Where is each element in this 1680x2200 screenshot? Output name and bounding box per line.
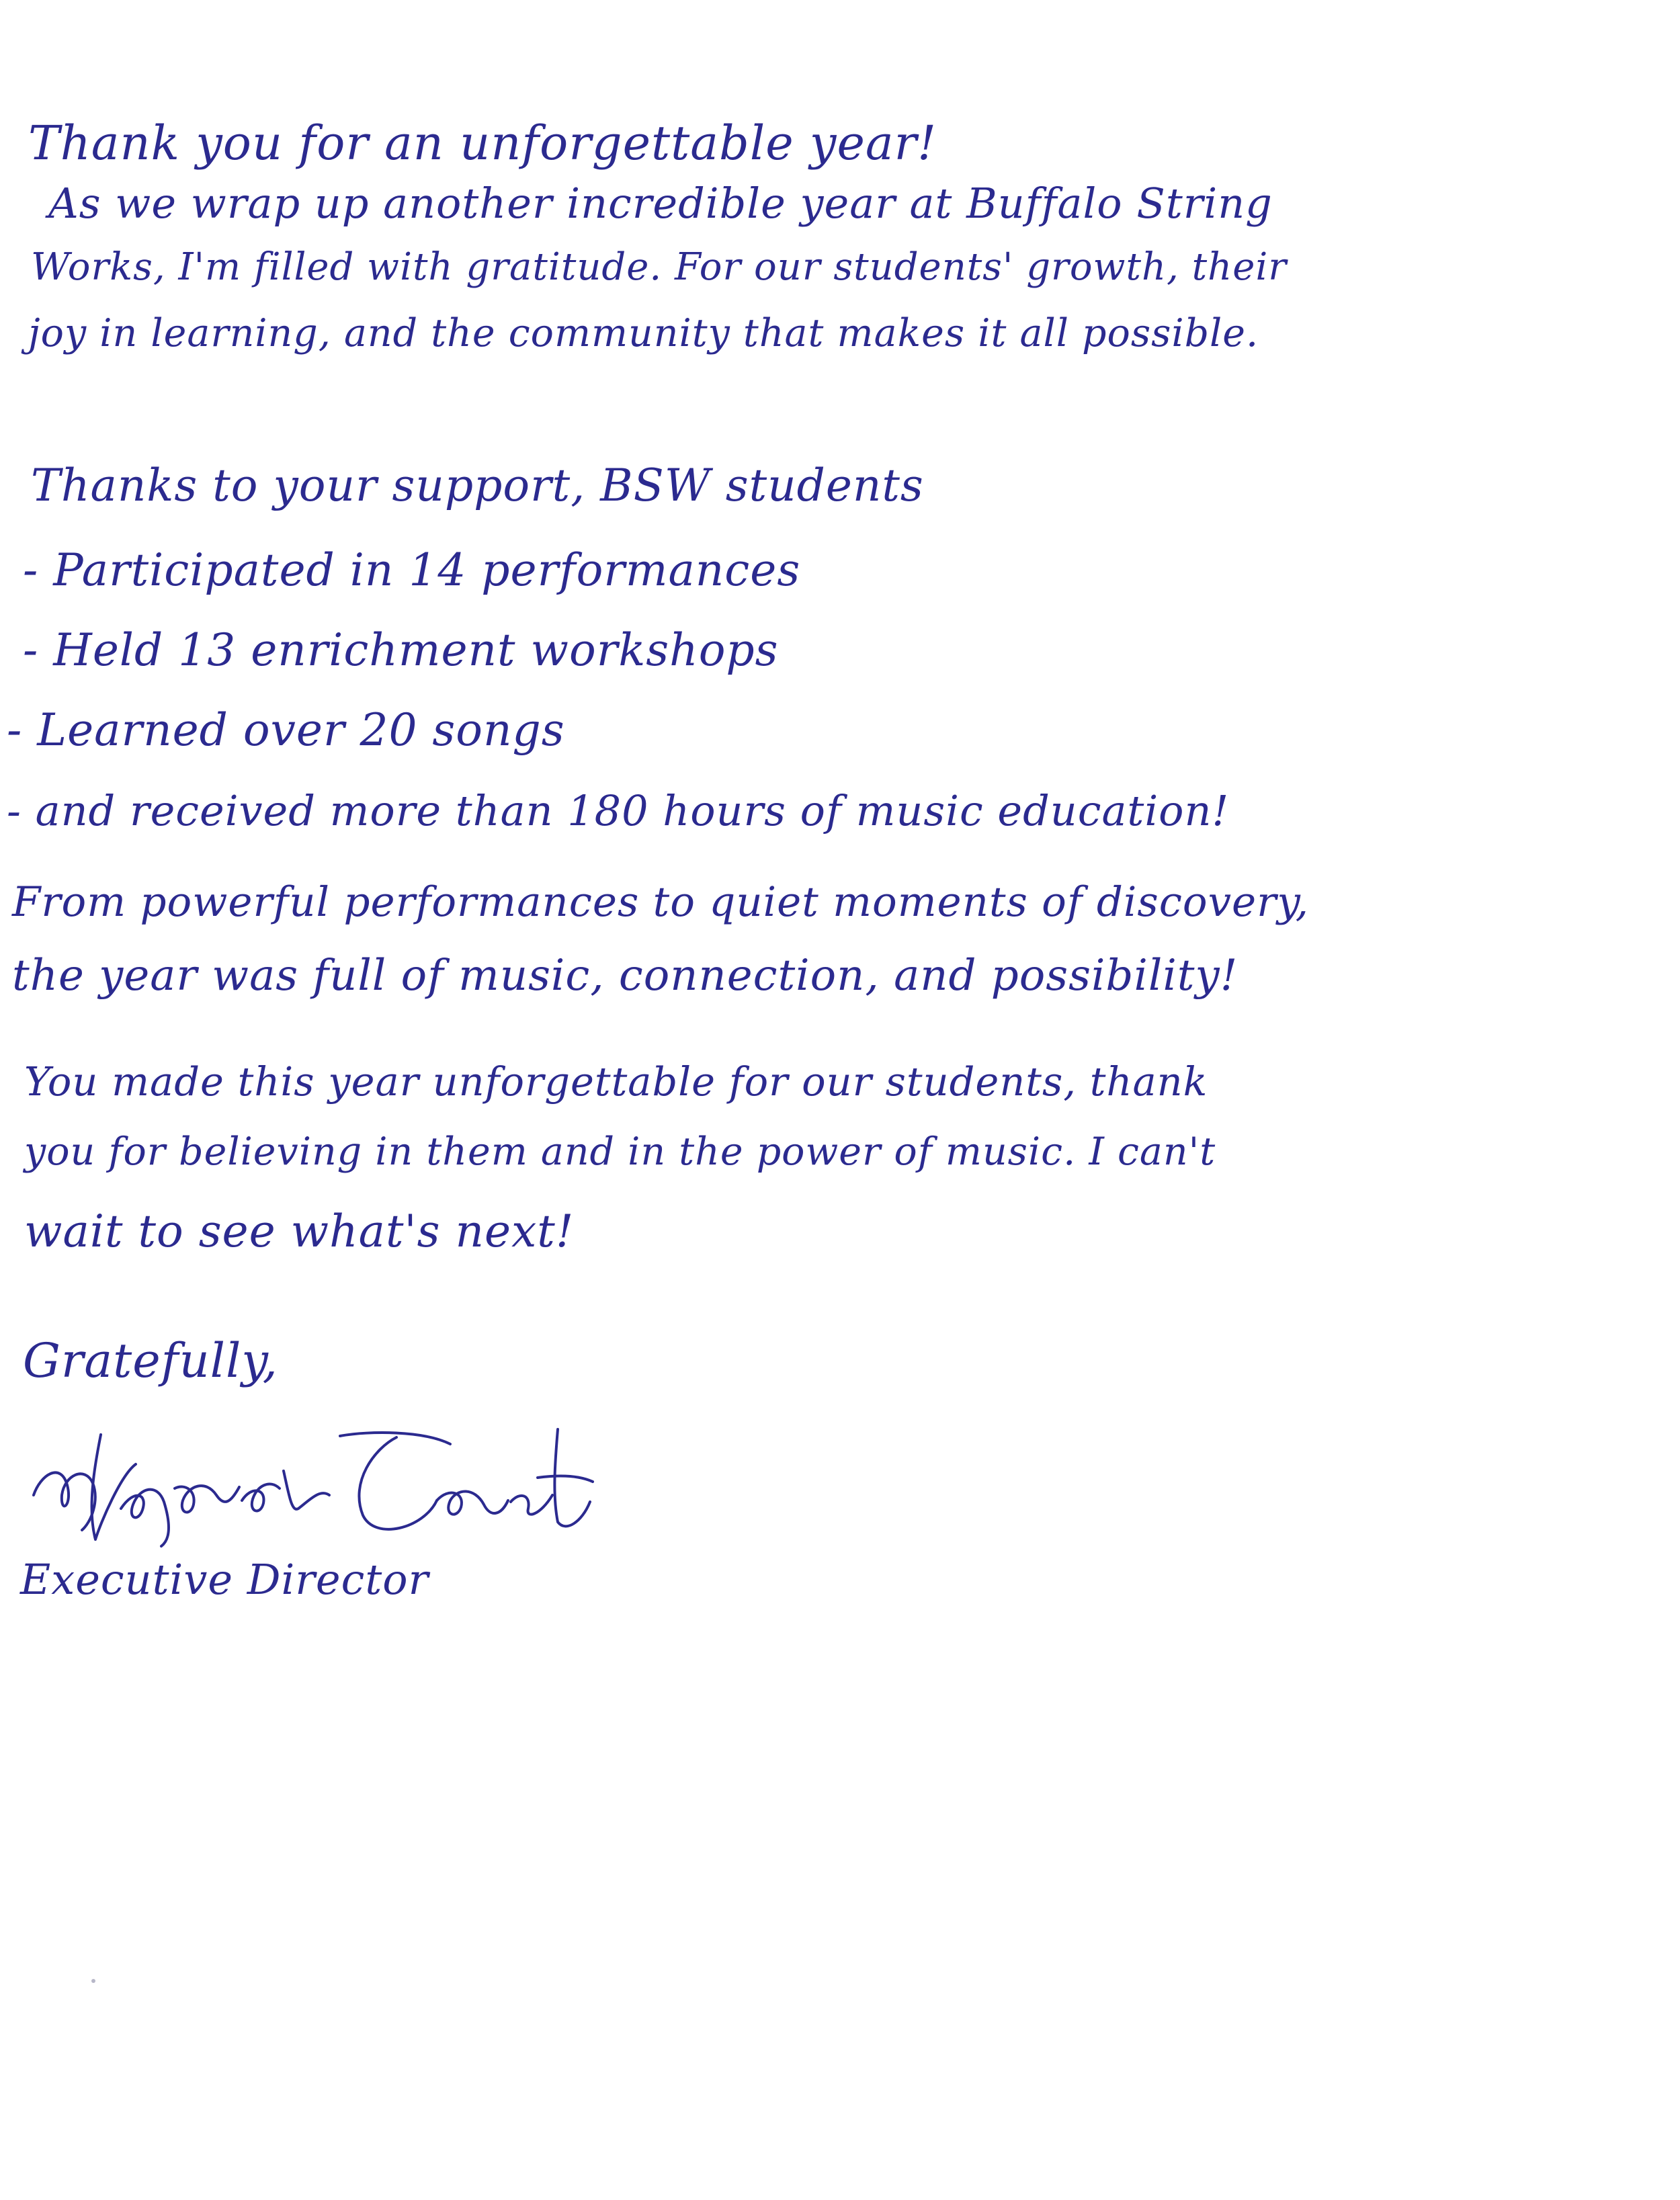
achievement-item: - Held 13 enrichment workshops	[23, 624, 779, 676]
achievement-item: - Participated in 14 performances	[23, 544, 801, 596]
achievement-item: - and received more than 180 hours of music education!	[7, 786, 1230, 835]
signature-scribble	[20, 1421, 598, 1549]
reflection-line-1: From powerful performances to quiet moments of discovery,	[12, 878, 1310, 926]
closing-line-1: You made this year unforgettable for our students, thank	[24, 1058, 1208, 1105]
closing-line-3: wait to see what's next!	[24, 1205, 575, 1257]
opening-line-2: As we wrap up another incredible year at Buffalo String	[48, 179, 1273, 228]
sign-off: Gratefully,	[23, 1333, 278, 1388]
opening-line-4: joy in learning, and the community that makes it all possible.	[28, 311, 1259, 355]
closing-line-2: you for believing in them and in the power of music. I can't	[24, 1130, 1216, 1174]
opening-line-3: Works, I'm filled with gratitude. For our students' growth, their	[31, 245, 1288, 289]
signature	[20, 1421, 598, 1549]
reflection-line-2: the year was full of music, connection, and possibility!	[12, 951, 1238, 1001]
paper-speck	[91, 1979, 95, 1983]
support-intro: Thanks to your support, BSW students	[31, 460, 924, 511]
opening-line-1: Thank you for an unforgettable year!	[28, 116, 937, 171]
signer-title: Executive Director	[20, 1555, 429, 1604]
achievement-item: - Learned over 20 songs	[7, 704, 565, 756]
